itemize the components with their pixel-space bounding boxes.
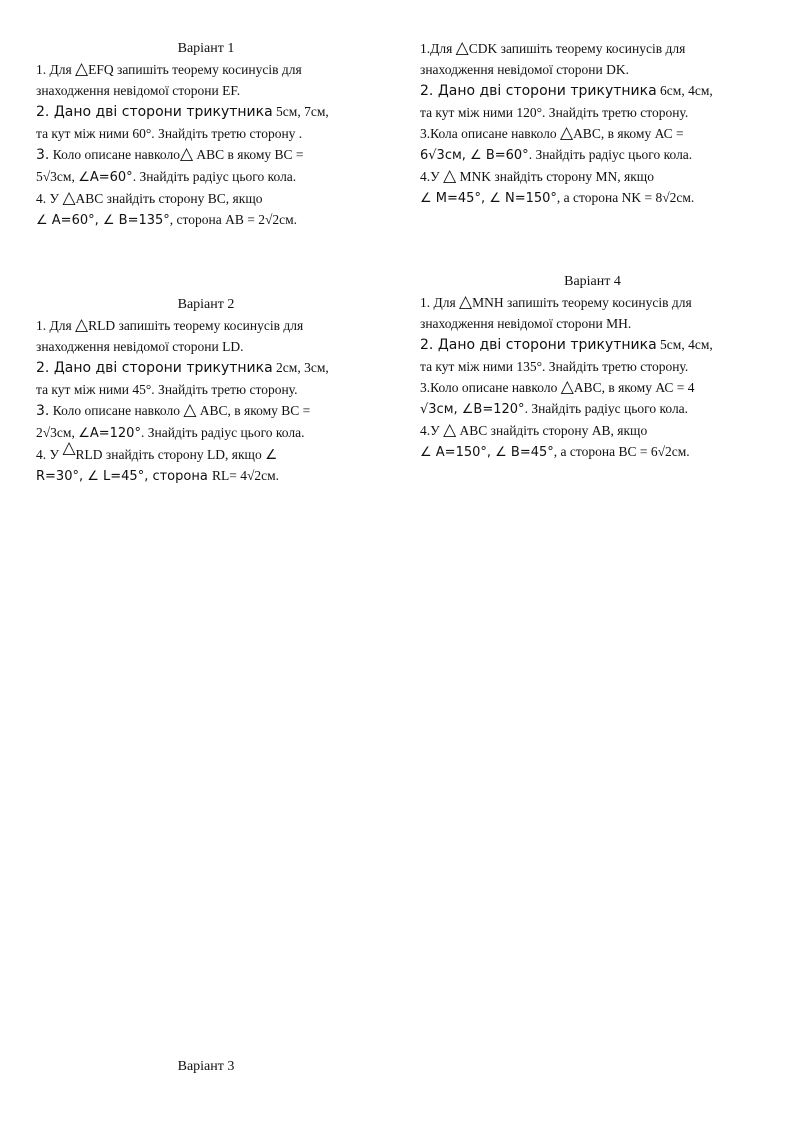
text: MNH запишіть теорему косинусів для xyxy=(472,295,692,310)
variant-3-task-3-cont xyxy=(420,144,765,166)
text: Коло описане навколо xyxy=(49,403,184,418)
triangle-icon: △ xyxy=(560,377,574,397)
text: АВС знайдіть сторону АВ, якщо xyxy=(456,423,648,438)
text: ∠ А=60°, ∠ В=135° xyxy=(36,213,170,228)
variant-4-task-3 xyxy=(420,377,765,398)
text: 2. xyxy=(420,337,438,353)
variant-4-section xyxy=(420,271,765,463)
variant-2-task-2-cont: та кут між ними 45°. Знайдіть третю сторону. xyxy=(36,382,298,397)
text: ∠А=120° xyxy=(78,426,141,441)
variant-1-section xyxy=(36,38,376,231)
text: 3.Кола описане навколо xyxy=(420,126,560,141)
variant-3-task-3 xyxy=(420,123,765,144)
text: 6см, 4см, xyxy=(656,83,713,98)
text: 4. У xyxy=(36,447,63,462)
text: 1. Для xyxy=(36,318,76,333)
triangle-icon: △ xyxy=(443,420,457,440)
text: АВС в якому ВС = xyxy=(193,147,304,162)
text: АВС, в якому АС = xyxy=(573,126,684,141)
text: . Знайдіть радіус цього кола. xyxy=(528,147,693,162)
text: Дано дві сторони трикутника xyxy=(53,360,273,376)
text: RL= 4√2см. xyxy=(211,468,280,483)
variant-3-task-4 xyxy=(420,166,765,187)
text: ∠А=60° xyxy=(78,170,133,185)
variant-4-task-1-cont: знаходження невідомої сторони MH. xyxy=(420,316,632,331)
text: . Знайдіть радіус цього кола. xyxy=(524,401,689,416)
variant-1-task-4 xyxy=(36,188,376,209)
text: 1.Для xyxy=(420,41,456,56)
variant-2-task-2 xyxy=(36,357,376,379)
variant-1-task-2 xyxy=(36,101,376,123)
triangle-icon: △ xyxy=(75,59,89,79)
text: , сторона АВ = 2√2см. xyxy=(169,212,298,227)
variant-2-task-3 xyxy=(36,400,376,422)
triangle-icon: △ xyxy=(75,315,89,335)
text: 5см, 7см, xyxy=(272,104,329,119)
text: ∠ В=60° xyxy=(470,148,529,163)
variant-1-task-4-cont xyxy=(36,209,376,231)
text: Коло описане навколо xyxy=(49,147,180,162)
variant-3-title: Варіант 3 xyxy=(177,1059,235,1074)
text: АВС, в якому ВС = xyxy=(196,403,311,418)
variant-2-task-4-cont xyxy=(36,465,376,487)
text: 2. xyxy=(420,83,438,99)
text: 4. У xyxy=(36,191,63,206)
variant-1-task-3 xyxy=(36,144,376,166)
text: ∠ M=45°, ∠ N=150° xyxy=(420,191,557,206)
text: 2√3см, xyxy=(36,425,79,440)
text: 6√3см, xyxy=(420,148,471,163)
text: Дано дві сторони трикутника xyxy=(437,83,657,99)
text: 3. xyxy=(36,403,50,419)
text: . Знайдіть радіус цього кола. xyxy=(140,425,305,440)
variant-2-task-1-cont: знаходження невідомої сторони LD. xyxy=(36,339,244,354)
text: 1. Для xyxy=(36,62,76,77)
text: , а сторона ВС = 6√2см. xyxy=(553,444,690,459)
text: EFQ запишіть теорему косинусів для xyxy=(88,62,302,77)
variant-1-task-2-cont: та кут між ними 60°. Знайдіть третю сторону . xyxy=(36,126,303,141)
text: R=30°, ∠ L=45°, сторона xyxy=(36,469,212,484)
triangle-icon: △ xyxy=(62,188,76,208)
text: ∠В=120° xyxy=(461,402,525,417)
variant-4-title: Варіант 4 xyxy=(564,274,621,289)
text: , а сторона NK = 8√2см. xyxy=(556,190,695,205)
text: RLD запишіть теорему косинусів для xyxy=(88,318,304,333)
variant-2-task-4 xyxy=(36,438,376,465)
variant-4-task-1 xyxy=(420,292,765,313)
variant-1-task-1-cont: знаходження невідомої сторони EF. xyxy=(36,83,241,98)
text: . Знайдіть радіус цього кола. xyxy=(132,169,297,184)
text: 3. xyxy=(36,147,50,163)
text: АВС, в якому АС = 4 xyxy=(573,380,695,395)
variant-3-task-1 xyxy=(420,38,765,59)
text: 4.У xyxy=(420,423,444,438)
triangle-icon: △ xyxy=(455,38,469,58)
triangle-icon: △ xyxy=(459,292,473,312)
triangle-icon: △ xyxy=(183,400,197,420)
variant-2-section xyxy=(36,294,376,487)
variant-4-task-4-cont xyxy=(420,441,765,463)
variant-1-task-1 xyxy=(36,59,376,80)
variant-3-task-2 xyxy=(420,80,765,102)
text: CDK запишіть теорему косинусів для xyxy=(468,41,686,56)
variant-3-task-4-cont xyxy=(420,187,765,209)
variant-4-task-4 xyxy=(420,420,765,441)
triangle-icon: △ xyxy=(179,144,194,164)
variant-4-task-3-cont xyxy=(420,398,765,420)
triangle-icon: △ xyxy=(62,438,76,458)
triangle-icon: △ xyxy=(443,166,457,186)
variant-2-task-1 xyxy=(36,315,376,336)
text: MNK знайдіть сторону MN, якщо xyxy=(456,169,654,184)
text: 5см, 4см, xyxy=(656,337,713,352)
variant-1-title: Варіант 1 xyxy=(177,41,235,56)
variant-4-task-2 xyxy=(420,334,765,356)
text: RLD знайдіть сторону LD, якщо ∠ xyxy=(75,447,278,462)
variant-2-task-3-cont xyxy=(36,422,376,444)
triangle-icon: △ xyxy=(559,123,574,143)
variant-1-task-3-cont xyxy=(36,166,376,188)
text: Дано дві сторони трикутника xyxy=(53,104,273,120)
text: АВС знайдіть сторону ВС, якщо xyxy=(75,191,263,206)
text: 2см, 3см, xyxy=(272,360,329,375)
variant-3-task-1-cont: знаходження невідомої сторони DK. xyxy=(420,62,629,77)
text: 2. xyxy=(36,104,54,120)
text: 5√3см, xyxy=(36,169,79,184)
variant-3-task-2-cont: та кут між ними 120°. Знайдіть третю сторону. xyxy=(420,105,689,120)
variant-3-section xyxy=(420,38,765,209)
text: ∠ А=150°, ∠ В=45° xyxy=(420,445,554,460)
variant-2-title: Варіант 2 xyxy=(177,297,235,312)
text: 2. xyxy=(36,360,54,376)
text: 4.У xyxy=(420,169,444,184)
text: Дано дві сторони трикутника xyxy=(437,337,657,353)
text: √3см, xyxy=(420,402,462,417)
text: 3.Коло описане навколо xyxy=(420,380,561,395)
variant-4-task-2-cont: та кут між ними 135°. Знайдіть третю сторону. xyxy=(420,359,689,374)
text: 1. Для xyxy=(420,295,460,310)
